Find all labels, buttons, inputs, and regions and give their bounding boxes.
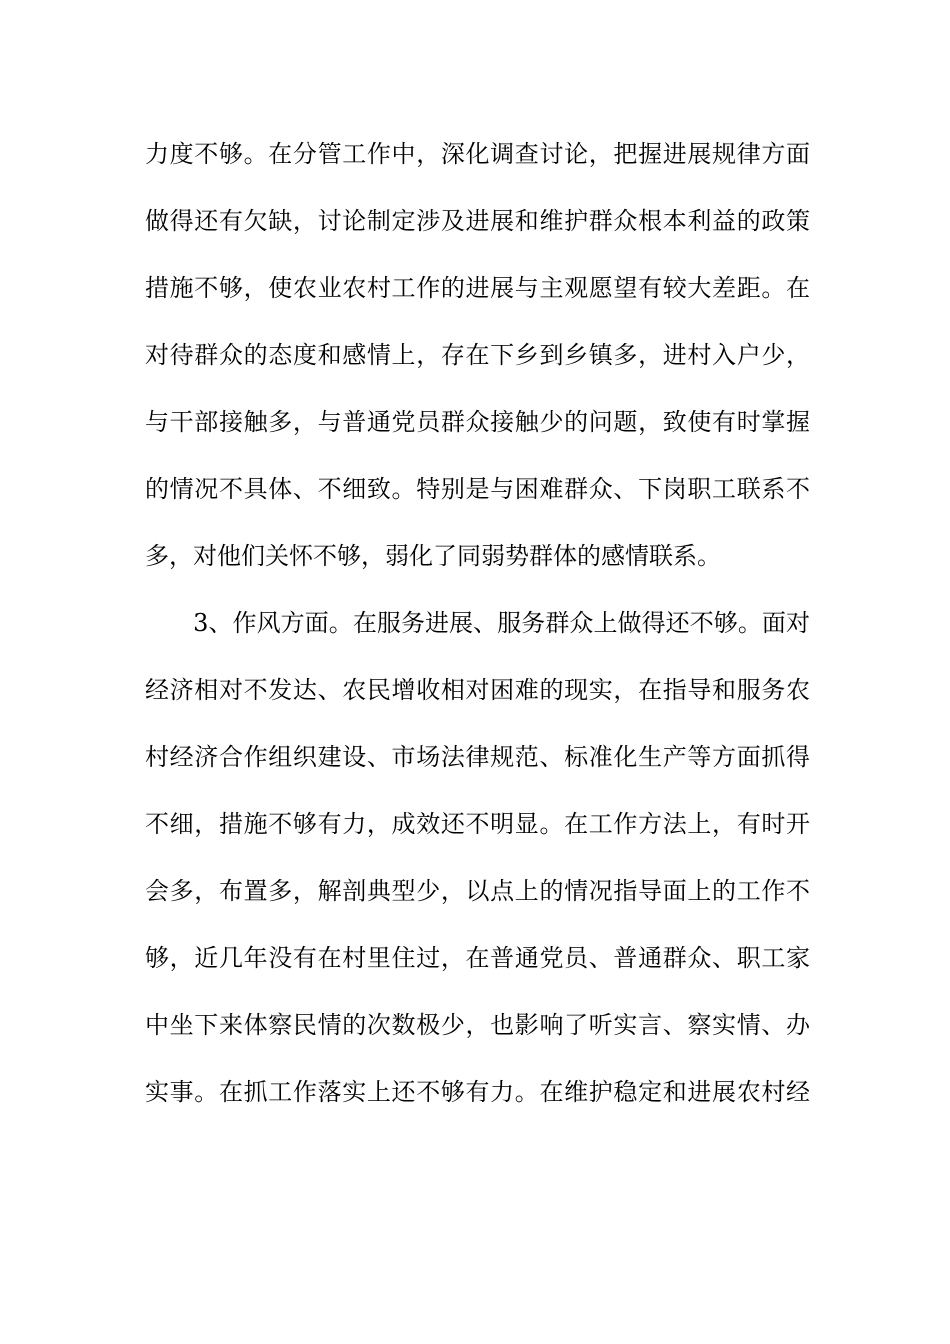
text-line-4: 对待群众的态度和感情上，存在下乡到乡镇多，进村入户少， — [145, 341, 810, 369]
text-line-7: 多，对他们关怀不够，弱化了同弱势群体的感情联系。 — [145, 542, 721, 570]
text-line-8: 3、作风方面。在服务进展、服务群众上做得还不够。面对 — [145, 609, 810, 637]
text-line-5: 与干部接触多，与普通党员群众接触少的问题，致使有时掌握 — [145, 408, 810, 436]
text-line-14: 中坐下来体察民情的次数极少，也影响了听实言、察实情、办 — [145, 1011, 810, 1039]
text-line-13: 够，近几年没有在村里住过，在普通党员、普通群众、职工家 — [145, 944, 810, 972]
text-line-9: 经济相对不发达、农民增收相对困难的现实，在指导和服务农 — [145, 676, 810, 704]
text-line-11: 不细，措施不够有力，成效还不明显。在工作方法上，有时开 — [145, 810, 810, 838]
text-line-15: 实事。在抓工作落实上还不够有力。在维护稳定和进展农村经 — [145, 1078, 810, 1106]
text-line-6: 的情况不具体、不细致。特别是与困难群众、下岗职工联系不 — [145, 475, 810, 503]
text-line-12: 会多，布置多，解剖典型少，以点上的情况指导面上的工作不 — [145, 877, 810, 905]
text-line-2: 做得还有欠缺，讨论制定涉及进展和维护群众根本利益的政策 — [145, 207, 810, 235]
text-line-1: 力度不够。在分管工作中，深化调查讨论，把握进展规律方面 — [145, 140, 810, 168]
text-line-10: 村经济合作组织建设、市场法律规范、标准化生产等方面抓得 — [145, 743, 810, 771]
body-text — [145, 126, 810, 1131]
text-line-3: 措施不够，使农业农村工作的进展与主观愿望有较大差距。在 — [145, 274, 810, 302]
